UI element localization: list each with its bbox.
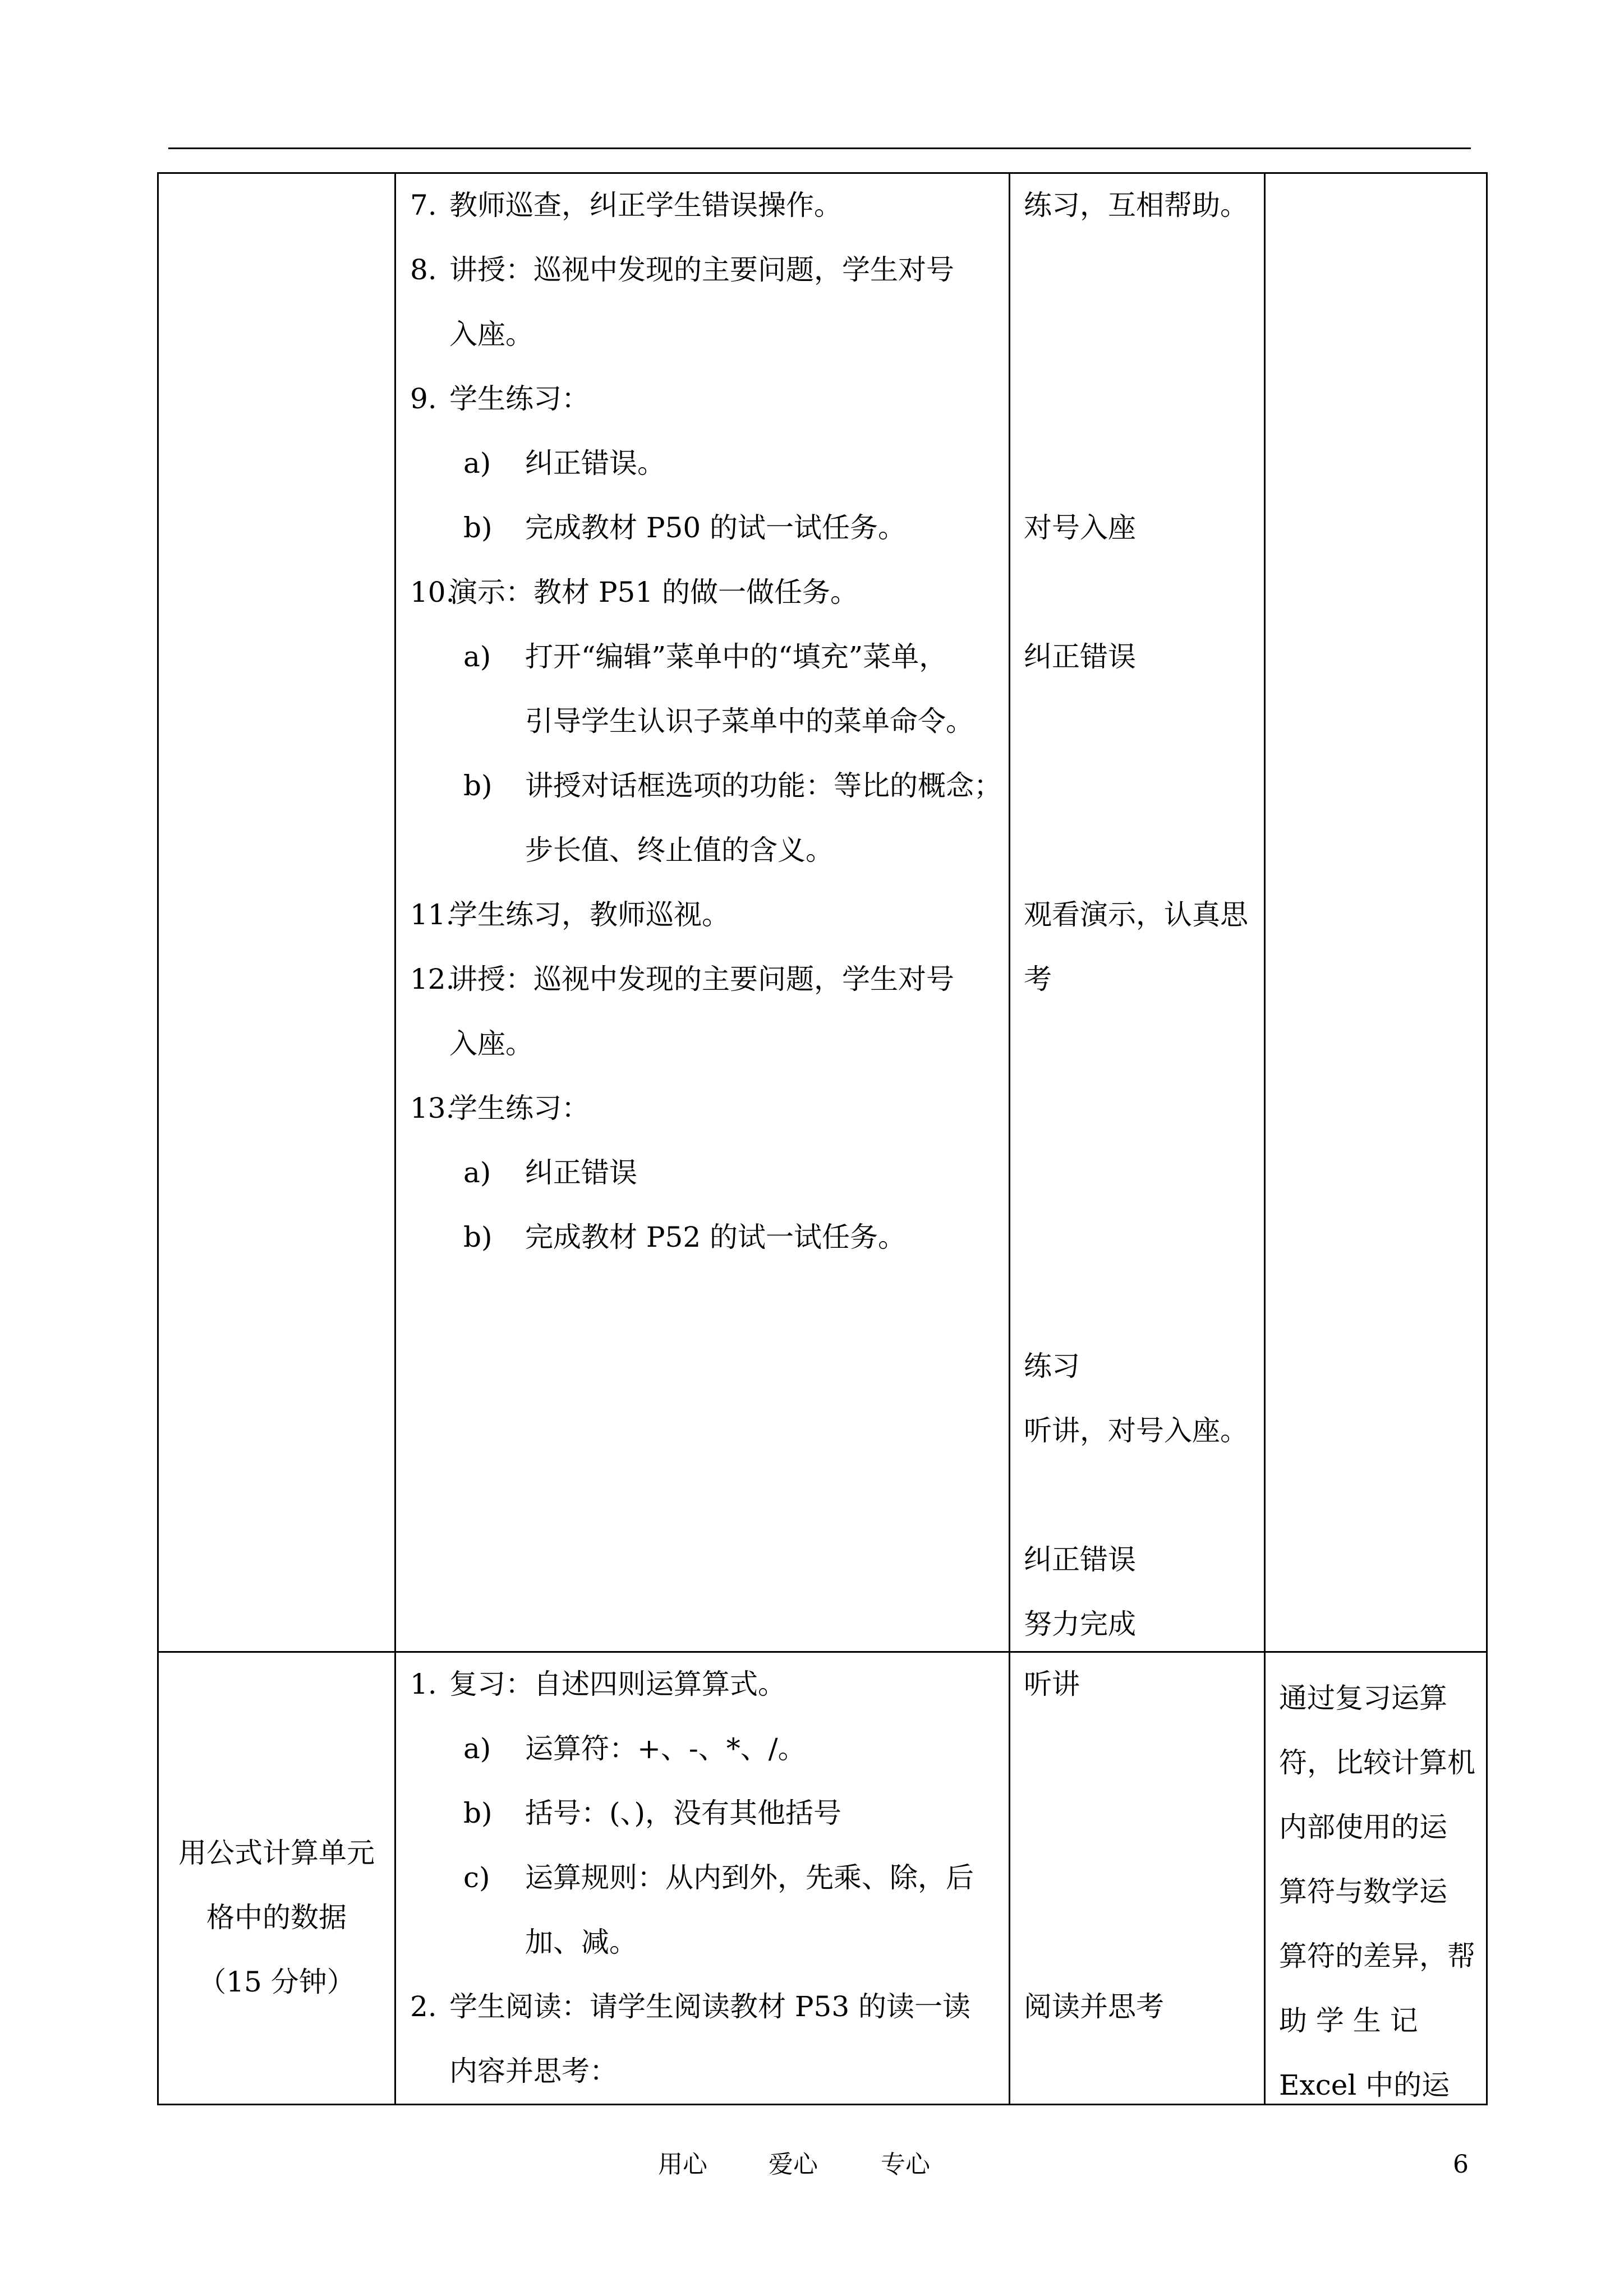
list-item-text: 引导学生认识子菜单中的菜单命令。 bbox=[525, 705, 974, 737]
topic-line: （15 分钟） bbox=[198, 1966, 355, 1998]
topic-text bbox=[159, 1821, 394, 2014]
procedure-cell bbox=[395, 1652, 1010, 2105]
activity-text: 练习 bbox=[1024, 1350, 1080, 1382]
list-item-text: 内容并思考： bbox=[449, 2055, 618, 2087]
purpose-line: 通过复习运算 bbox=[1279, 1682, 1447, 1714]
activity-text: 听讲 bbox=[1024, 1668, 1080, 1700]
list-item-text: 讲授对话框选项的功能：等比的概念； bbox=[525, 769, 1002, 802]
list-item-number: b) bbox=[463, 511, 493, 544]
activity-text: 练习，互相帮助。 bbox=[1024, 189, 1248, 222]
list-item-number: a) bbox=[463, 640, 491, 673]
list-item-number: 11. bbox=[410, 898, 455, 931]
list-item-text: 学生阅读：请学生阅读教材 P53 的读一读 bbox=[449, 1990, 971, 2023]
purpose-line: 符，比较计算机 bbox=[1279, 1746, 1475, 1779]
list-item-text: 入座。 bbox=[449, 1027, 533, 1060]
page-number: 6 bbox=[1453, 2150, 1469, 2179]
topic-cell bbox=[158, 1652, 395, 2105]
list-item-number: 10. bbox=[410, 576, 455, 608]
purpose-cell bbox=[1265, 1652, 1487, 2105]
purpose-cell bbox=[1265, 173, 1487, 1652]
list-item-text: 复习：自述四则运算算式。 bbox=[449, 1668, 786, 1700]
list-item-text: 运算符：+、-、*、/。 bbox=[525, 1732, 806, 1765]
footer-slogan-2: 爱心 bbox=[769, 2150, 818, 2179]
list-item-text: 括号：(、)，没有其他括号 bbox=[525, 1797, 842, 1829]
activity-text: 听讲，对号入座。 bbox=[1024, 1414, 1248, 1447]
list-item-text: 完成教材 P52 的试一试任务。 bbox=[525, 1221, 907, 1253]
list-item-number: a) bbox=[463, 1732, 491, 1765]
list-item-number: 12. bbox=[410, 963, 455, 995]
list-item-number: 8. bbox=[410, 253, 437, 286]
purpose-line: 算符与数学运 bbox=[1279, 1875, 1447, 1908]
list-item-number: a) bbox=[463, 447, 491, 480]
activity-text: 对号入座 bbox=[1024, 511, 1136, 544]
topic-line: 格中的数据 bbox=[206, 1901, 347, 1934]
list-item-number: b) bbox=[463, 1797, 493, 1829]
list-item-text: 学生练习，教师巡视。 bbox=[449, 898, 730, 931]
list-item-number: 13. bbox=[410, 1092, 455, 1124]
list-item-number: 1. bbox=[410, 1668, 437, 1700]
purpose-line: 内部使用的运 bbox=[1279, 1811, 1447, 1843]
activity-text: 纠正错误 bbox=[1024, 640, 1136, 673]
table-row bbox=[158, 1652, 1487, 2105]
list-item-text: 演示：教材 P51 的做一做任务。 bbox=[449, 576, 859, 608]
topic-cell bbox=[158, 173, 395, 1652]
footer-slogan-1: 用心 bbox=[658, 2150, 707, 2179]
topic-line: 用公式计算单元 bbox=[178, 1837, 375, 1869]
footer-slogan-3: 专心 bbox=[881, 2150, 930, 2179]
activity-text: 阅读并思考 bbox=[1024, 1990, 1164, 2023]
list-item-number: b) bbox=[463, 769, 493, 802]
procedure-cell bbox=[395, 173, 1010, 1652]
purpose-line: Excel 中的运 bbox=[1279, 2069, 1450, 2101]
list-item-text: 讲授：巡视中发现的主要问题，学生对号 bbox=[449, 963, 954, 995]
list-item-text: 运算规则：从内到外，先乘、除，后 bbox=[525, 1861, 974, 1894]
list-item-text: 完成教材 P50 的试一试任务。 bbox=[525, 511, 907, 544]
list-item-text: 学生练习： bbox=[449, 382, 590, 415]
list-item-text: 纠正错误 bbox=[525, 1156, 637, 1189]
list-item-text: 打开“编辑”菜单中的“填充”菜单， bbox=[525, 640, 947, 673]
list-item-text: 讲授：巡视中发现的主要问题，学生对号 bbox=[449, 253, 954, 286]
activity-cell bbox=[1010, 1652, 1265, 2105]
header-rule bbox=[168, 147, 1471, 149]
activity-text: 努力完成 bbox=[1024, 1608, 1136, 1640]
list-item-text: 加、减。 bbox=[525, 1926, 637, 1958]
list-item-number: 9. bbox=[410, 382, 437, 415]
purpose-line: 算符的差异，帮 bbox=[1279, 1940, 1475, 1972]
list-item-number: 7. bbox=[410, 189, 437, 222]
activity-cell bbox=[1010, 173, 1265, 1652]
purpose-line: 助 学 生 记 bbox=[1279, 2004, 1418, 2037]
activity-text: 纠正错误 bbox=[1024, 1543, 1136, 1576]
list-item-number: 2. bbox=[410, 1990, 437, 2023]
list-item-number: c) bbox=[463, 1861, 490, 1894]
list-item-text: 步长值、终止值的含义。 bbox=[525, 834, 834, 866]
list-item-text: 纠正错误。 bbox=[525, 447, 665, 480]
list-item-number: b) bbox=[463, 1221, 493, 1253]
list-item-number: a) bbox=[463, 1156, 491, 1189]
list-item-text: 学生练习： bbox=[449, 1092, 590, 1124]
purpose-text bbox=[1279, 1666, 1473, 2118]
activity-text: 考 bbox=[1024, 963, 1052, 995]
lesson-plan-table bbox=[157, 172, 1488, 2105]
list-item-text: 教师巡查，纠正学生错误操作。 bbox=[449, 189, 842, 222]
activity-text: 观看演示，认真思 bbox=[1024, 898, 1248, 931]
list-item-text: 入座。 bbox=[449, 318, 533, 351]
table-row bbox=[158, 173, 1487, 1652]
